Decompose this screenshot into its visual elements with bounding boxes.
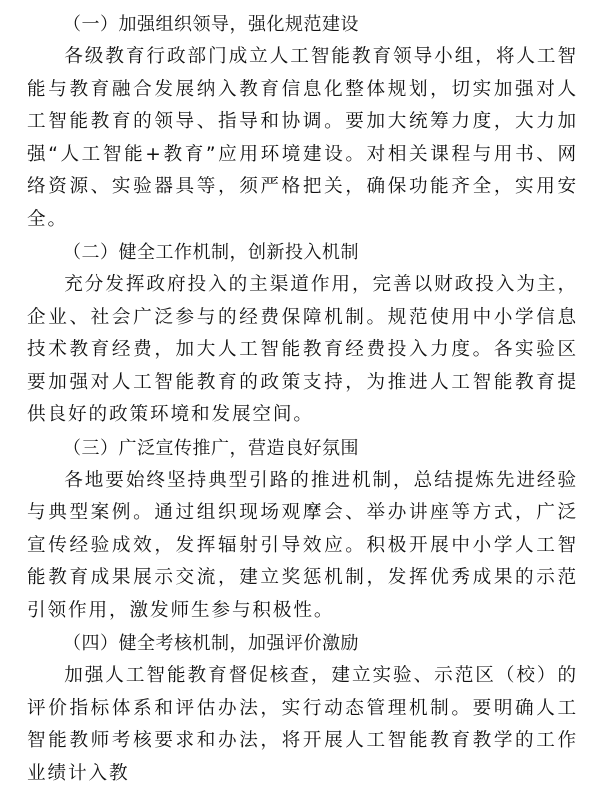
section-heading-1: （一）加强组织领导，强化规范建设	[63, 14, 359, 35]
section-body-3: 各地要始终坚持典型引路的推进机制，总结提炼先进经验与典型案例。通过组织现场观摩会、举办讲座等方式，广泛宣传经验成效，发挥辐射引导效应。积极开展中小学人工智能教育成果展示交流，建立奖惩机制，发挥优秀成果的示范引领作用，激发师生参与积极性。	[27, 469, 578, 621]
section-body-1: 各级教育行政部门成立人工智能教育领导小组，将人工智能与教育融合发展纳入教育信息化整体规划，切实加强对人工智能教育的领导、指导和协调。要加大统筹力度，大力加强“人工智能+教育”应用环境建设。对相关课程与用书、网络资源、实验器具等，须严格把关，确保功能齐全，实用安全。	[27, 46, 578, 230]
section-body-2: 充分发挥政府投入的主渠道作用，完善以财政投入为主，企业、社会广泛参与的经费保障机制。规范使用中小学信息技术教育经费，加大人工智能教育经费投入力度。各实验区要加强对人工智能教育的政策支持，为推进人工智能教育提供良好的政策环境和发展空间。	[27, 274, 578, 425]
section-body-4: 加强人工智能教育督促核查，建立实验、示范区（校）的评价指标体系和评估办法，实行动态管理机制。要明确人工智能教师考核要求和办法，将开展人工智能教育教学的工作业绩计入教	[27, 665, 578, 784]
section-heading-4: （四）健全考核机制，加强评价激励	[63, 633, 359, 654]
section-heading-2: （二）健全工作机制，创新投入机制	[63, 242, 359, 263]
section-heading-3: （三）广泛宣传推广，营造良好氛围	[63, 437, 359, 459]
